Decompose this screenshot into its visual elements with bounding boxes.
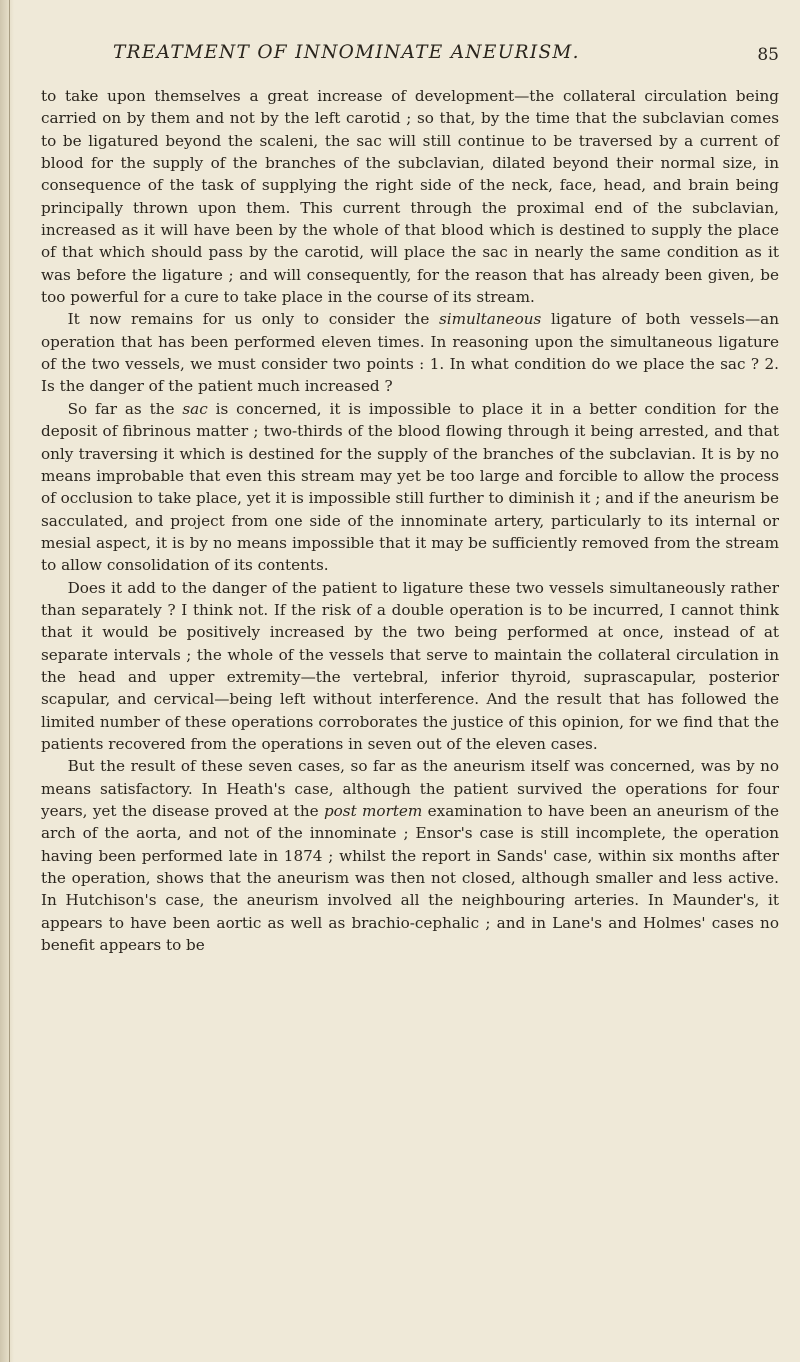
page-gutter <box>0 0 14 1362</box>
paragraph-text: It now remains for us only to consider the <box>67 310 439 329</box>
italic-term: post mortem <box>323 802 423 820</box>
italic-term: sac <box>182 399 208 418</box>
gutter-edge-line <box>9 0 10 1362</box>
paragraph <box>41 755 779 956</box>
paragraph-text: is concerned, it is impossible to place it in a better condition for the deposit of fibrinous matter ; two-thirds of the blood flowing through it being arrested, and that only traversing it which is destined for the supply of the branches of the subclavian. It is by no means improbable that even this stream may yet be too large and forcible to allow the process of occlusion to take place, yet it is impossible still further to diminish it ; and if the aneurism be sacculated, and project from one side of the innominate artery, particularly to its internal or mesial aspect, it is by no means impossible that it may be sufficiently removed from the stream to allow consolidation of its contents. <box>41 399 780 575</box>
paragraph-text: But the result of these seven cases, so far as the aneurism itself was concerned, was by no means satisfactory. In Heath's case, although the patient survived the operations for four years, yet the disease proved at the <box>41 757 779 820</box>
book-page <box>41 0 779 1362</box>
paragraph-text: Does it add to the danger of the patient to ligature these two vessels simultaneously rather than separately ? I think not. If the risk of a double operation is to be incurred, I cannot think that it would be positively increased by the two being performed at once, instead of at separate intervals ; the whole of the vessels that serve to maintain the collateral circulation in the head and upper extremity—the vertebral, inferior thyroid, suprascapular, posterior scapular, and cervical—being left without interference. And the result that has followed the limited number of these operations corroborates the justice of this opinion, for we find that the patients recovered from the operations in seven out of the eleven cases. <box>41 578 779 753</box>
page-number: 85 <box>757 45 779 65</box>
paragraph <box>41 577 779 756</box>
paragraph <box>41 85 779 308</box>
italic-term: simultaneous <box>438 310 542 329</box>
paragraph-text: ligature of both vessels—an operation that has been performed eleven times. In reasoning upon the simultaneous ligature of the two vessels, we must consider two points : 1. In what condition do we place the sac ? 2. Is the danger of the patient much increased ? <box>41 310 779 396</box>
running-title: TREATMENT OF INNOMINATE ANEURISM. <box>113 42 580 63</box>
body-text <box>41 85 779 956</box>
paragraph-text: So far as the <box>67 399 183 418</box>
paragraph <box>41 308 779 397</box>
paragraph-text: to take upon themselves a great increase of development—the collateral circulation being carried on by them and not by the left carotid ; so that, by the time that the subclavian comes to be ligatured beyond the scaleni, the sac will still continue to be traversed by a current of blood for the supply of the branches of the subclavian, dilated beyond their normal size, in consequence of the task of supplying the right side of the neck, face, head, and brain being principally thrown upon them. This current through the proximal end of the subclavian, increased as it will have been by the whole of that blood which is destined to supply the place of that which should pass by the carotid, will place the sac in nearly the same condition as it was before the ligature ; and will consequently, for the reason that has already been given, be too powerful for a cure to take place in the course of its stream. <box>41 87 779 307</box>
paragraph <box>41 398 779 577</box>
paragraph-text: examination to have been an aneurism of the arch of the aorta, and not of the innominate ; Ensor's case is still incomplete, the operation having been performed late in 1874 ; whilst the report in Sands' case, within six months after the operation, shows that the aneurism was then not closed, although smaller and less active. In Hutchison's case, the aneurism involved all the neighbouring arteries. In Maunder's, it appears to have been aortic as well as brachio-cephalic ; and in Lane's and Holmes' cases no benefit appears to be <box>41 802 779 955</box>
